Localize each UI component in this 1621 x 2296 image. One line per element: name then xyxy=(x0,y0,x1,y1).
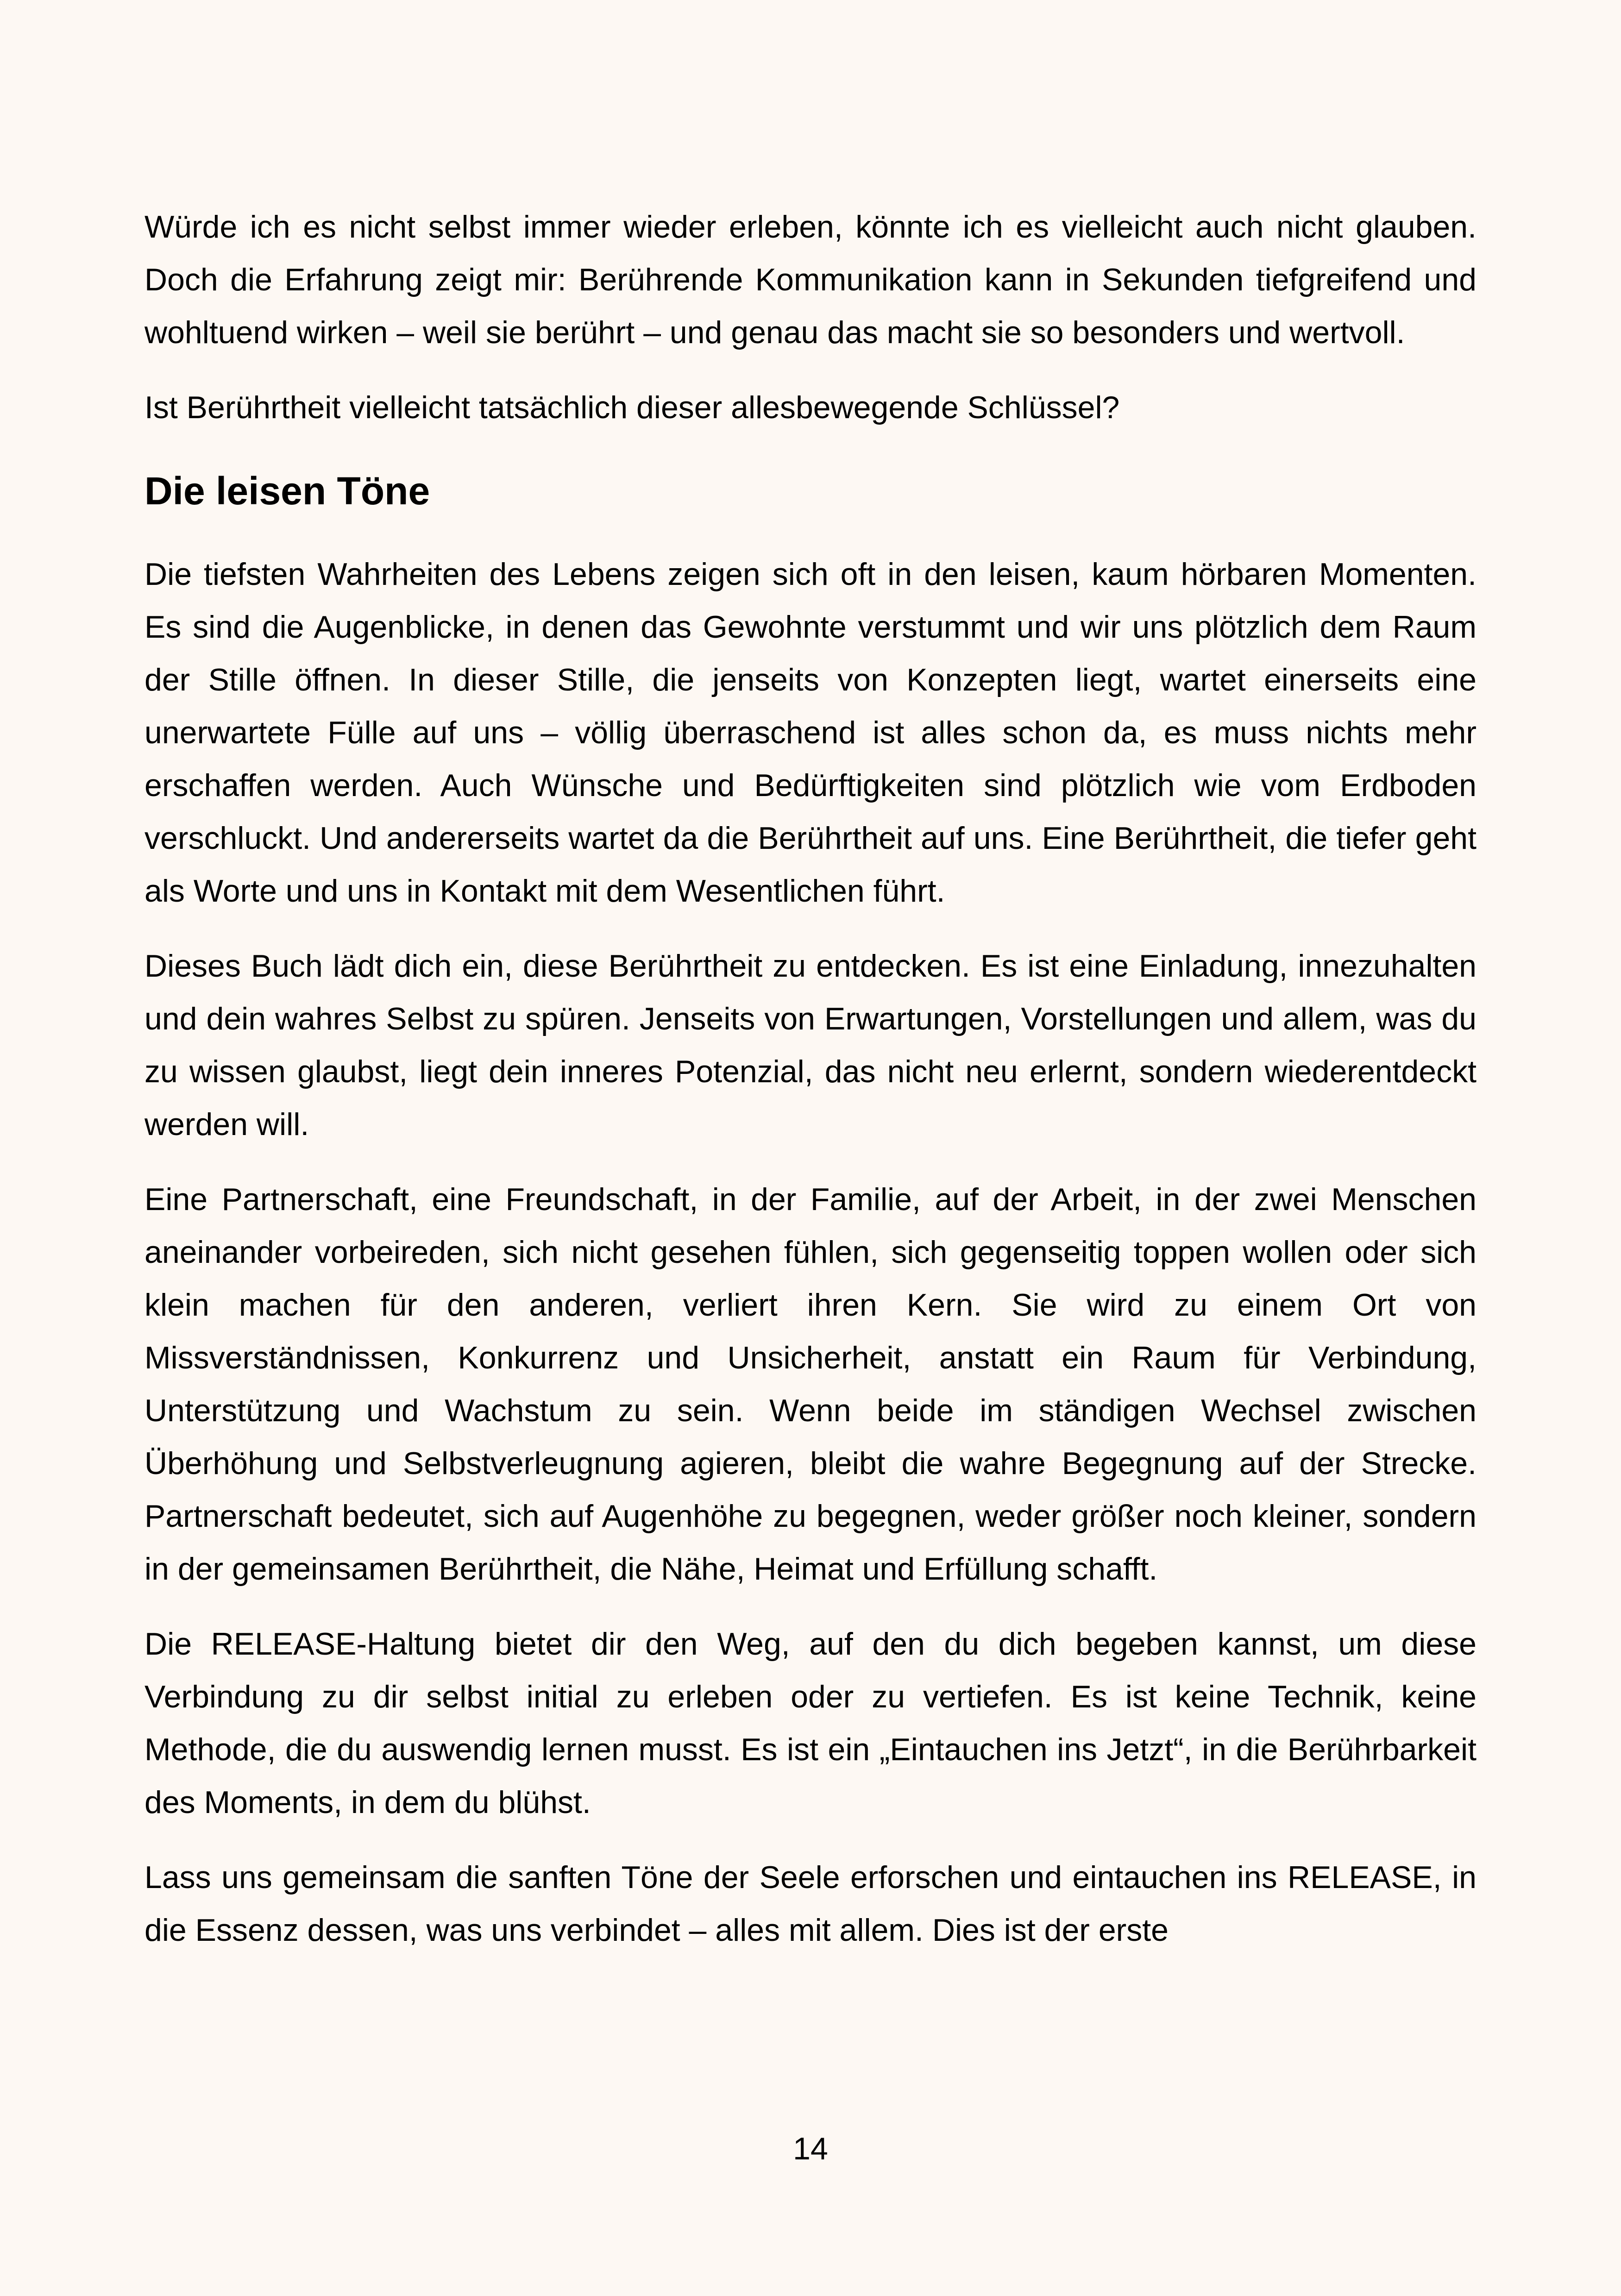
paragraph: Die RELEASE-Haltung bietet dir den Weg, auf den du dich begeben kannst, um diese Verbindung zu dir selbst initial zu erleben oder zu vertiefen. Es ist keine Technik, keine Methode, die du auswendig lernen musst. Es ist ein „Eintauchen ins Jetzt“, in die Berührbarkeit des Moments, in dem du blühst. xyxy=(145,1626,1476,1820)
section-heading: Die leisen Töne xyxy=(145,469,430,513)
text-column xyxy=(145,201,1476,1979)
paragraph: Ist Berührtheit vielleicht tatsächlich dieser allesbewegende Schlüssel? xyxy=(145,390,1120,425)
paragraph: Eine Partnerschaft, eine Freundschaft, in der Familie, auf der Arbeit, in der zwei Menschen aneinander vorbeireden, sich nicht gesehen fühlen, sich gegenseitig toppen wollen oder sich klein machen für den anderen, verliert ihren Kern. Sie wird zu einem Ort von Missverständnissen, Konkurrenz und Unsicherheit, anstatt ein Raum für Verbindung, Unterstützung und Wachstum zu sein. Wenn beide im ständigen Wechsel zwischen Überhöhung und Selbstverleugnung agieren, bleibt die wahre Begegnung auf der Strecke. Partnerschaft bedeutet, sich auf Augenhöhe zu begegnen, weder größer noch kleiner, sondern in der gemeinsamen Berührtheit, die Nähe, Heimat und Erfüllung schafft. xyxy=(145,1182,1476,1587)
page-footer xyxy=(0,2126,1621,2172)
page-number: 14 xyxy=(793,2131,828,2166)
paragraph: Dieses Buch lädt dich ein, diese Berührtheit zu entdecken. Es ist eine Einladung, innezuhalten und dein wahres Selbst zu spüren. Jenseits von Erwartungen, Vorstellungen und allem, was du zu wissen glaubst, liegt dein inneres Potenzial, das nicht neu erlernt, sondern wiederentdeckt werden will. xyxy=(145,948,1476,1142)
paragraph: Würde ich es nicht selbst immer wieder erleben, könnte ich es vielleicht auch nicht glauben. Doch die Erfahrung zeigt mir: Berührende Kommunikation kann in Sekunden tiefgreifend und wohltuend wirken – weil sie berührt – und genau das macht sie so besonders und wertvoll. xyxy=(145,209,1476,350)
paragraph: Lass uns gemeinsam die sanften Töne der Seele erforschen und eintauchen ins RELEASE, in die Essenz dessen, was uns verbindet – alles mit allem. Dies ist der erste xyxy=(145,1860,1476,1948)
paragraph: Die tiefsten Wahrheiten des Lebens zeigen sich oft in den leisen, kaum hörbaren Momenten. Es sind die Augenblicke, in denen das Gewohnte verstummt und wir uns plötzlich dem Raum der Stille öffnen. In dieser Stille, die jenseits von Konzepten liegt, wartet einerseits eine unerwartete Fülle auf uns – völlig überraschend ist alles schon da, es muss nichts mehr erschaffen werden. Auch Wünsche und Bedürftigkeiten sind plötzlich wie vom Erdboden verschluckt. Und andererseits wartet da die Berührtheit auf uns. Eine Berührtheit, die tiefer geht als Worte und uns in Kontakt mit dem Wesentlichen führt. xyxy=(145,557,1476,909)
